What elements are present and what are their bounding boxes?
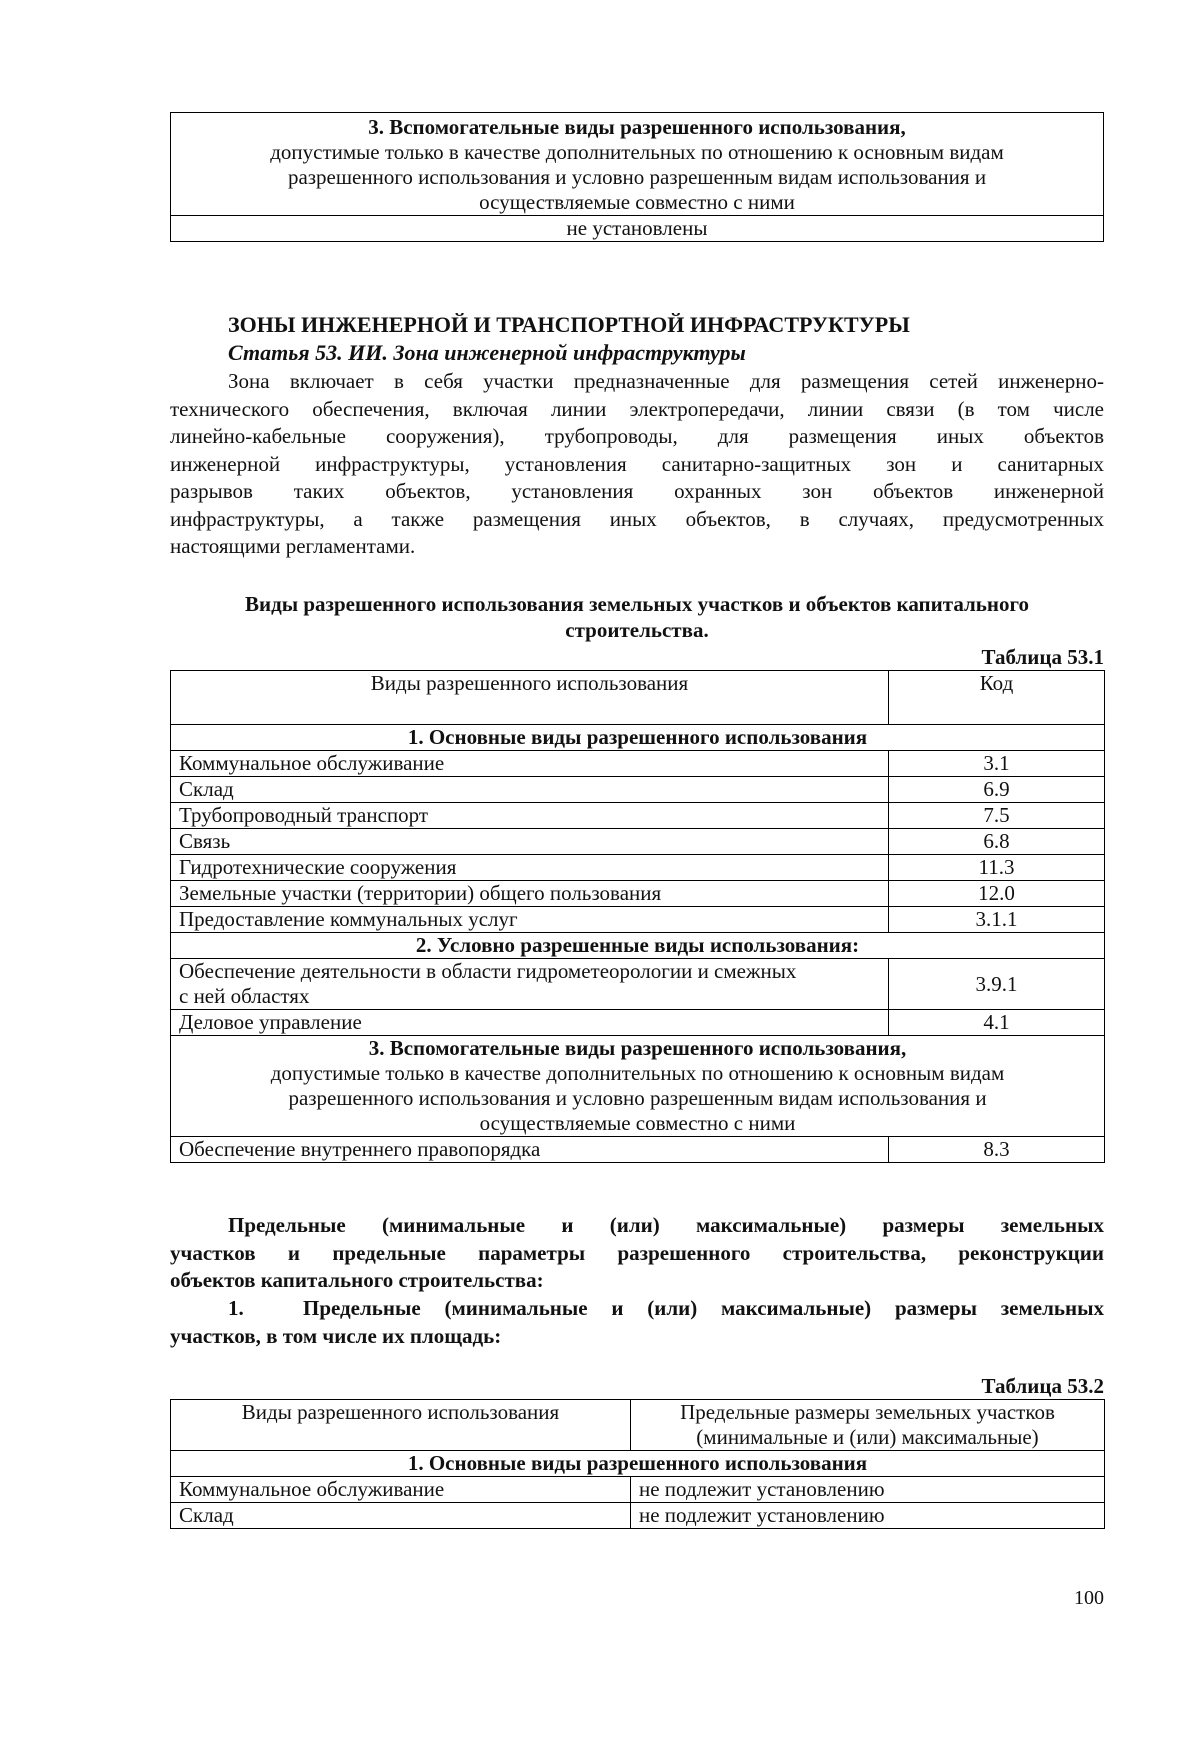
paragraph-line: настоящими регламентами. — [170, 534, 416, 558]
limits-heading-line: участков и предельные параметры разрешенного строительства, реконструкции — [170, 1240, 1104, 1265]
table-row — [171, 959, 1105, 1010]
table-row — [171, 803, 1105, 829]
top-table-header-line: допустимые только в качестве дополнительных по отношению к основным видам — [270, 140, 1004, 164]
table-row — [171, 829, 1105, 855]
use-code: 6.9 — [889, 777, 1105, 803]
table-53-1-section-3 — [171, 1036, 1105, 1137]
use-name: Склад — [171, 777, 889, 803]
paragraph-line: Зона включает в себя участки предназначенные для размещения сетей инженерно- — [228, 369, 1104, 393]
types-heading-line: Виды разрешенного использования земельных участков и объектов капитального — [244, 592, 1030, 616]
table-row — [171, 1137, 1105, 1163]
use-code: 12.0 — [889, 881, 1105, 907]
limits-heading-line: Предельные (минимальные и (или) максимальные) размеры земельных — [228, 1213, 1104, 1237]
item-1-line: Предельные (минимальные и (или) максимальные) размеры земельных — [303, 1296, 1104, 1320]
use-code: 3.1.1 — [889, 907, 1105, 933]
use-name: Коммунальное обслуживание — [171, 751, 889, 777]
use-code: 11.3 — [889, 855, 1105, 881]
use-name: Обеспечение внутреннего правопорядка — [171, 1137, 889, 1163]
section-3-title: 3. Вспомогательные виды разрешенного использования, — [368, 1036, 907, 1060]
section-3-line: допустимые только в качестве дополнительных по отношению к основным видам — [270, 1061, 1005, 1085]
use-name: Предоставление коммунальных услуг — [171, 907, 889, 933]
table-53-1-section-2: 2. Условно разрешенные виды использования: — [171, 933, 1105, 959]
paragraph-line: разрывов таких объектов, установления охранных зон объектов инженерной — [170, 479, 1104, 503]
top-table — [170, 112, 1104, 242]
table-53-1-col2-header: Код — [889, 671, 1105, 725]
table-row — [171, 1503, 1105, 1529]
table-row — [171, 777, 1105, 803]
article-title: Статья 53. ИИ. Зона инженерной инфраструктуры — [228, 340, 746, 365]
use-name: Трубопроводный транспорт — [171, 803, 889, 829]
table-53-1-section-1: 1. Основные виды разрешенного использования — [171, 725, 1105, 751]
use-name: Земельные участки (территории) общего пользования — [171, 881, 889, 907]
use-name: Коммунальное обслуживание — [171, 1477, 631, 1503]
types-heading-line: строительства. — [565, 618, 709, 642]
table-row — [171, 881, 1105, 907]
item-1-line: участков, в том числе их площадь: — [170, 1323, 502, 1348]
table-row — [171, 855, 1105, 881]
table-53-1-name: Таблица 53.1 — [981, 645, 1104, 669]
limit-value: не подлежит установлению — [631, 1477, 1105, 1503]
table-53-1-col1-header: Виды разрешенного использования — [171, 671, 889, 725]
table-53-2-col1-header: Виды разрешенного использования — [171, 1400, 631, 1451]
use-name: Гидротехнические сооружения — [171, 855, 889, 881]
use-code: 7.5 — [889, 803, 1105, 829]
table-53-2-col2-header — [631, 1400, 1105, 1451]
table-53-2 — [170, 1399, 1105, 1529]
use-name-line: с ней областях — [179, 984, 310, 1008]
use-name — [171, 959, 889, 1010]
paragraph-line: технического обеспечения, включая линии электропередачи, линии связи (в том числе — [170, 396, 1104, 421]
use-name-line: Обеспечение деятельности в области гидрометеорологии и смежных — [179, 959, 797, 983]
table-row — [171, 1477, 1105, 1503]
paragraph-line: инженерной инфраструктуры, установления санитарно-защитных зон и санитарных — [170, 451, 1104, 476]
paragraph-line: инфраструктуры, а также размещения иных объектов, в случаях, предусмотренных — [170, 506, 1104, 531]
paragraph-line: линейно-кабельные сооружения), трубопроводы, для размещения иных объектов — [170, 424, 1104, 448]
types-heading — [170, 591, 1104, 643]
use-code: 3.1 — [889, 751, 1105, 777]
use-name: Деловое управление — [171, 1010, 889, 1036]
col2-header-line: Предельные размеры земельных участков — [680, 1400, 1055, 1424]
table-row — [171, 1010, 1105, 1036]
section-3-line: осуществляемые совместно с ними — [479, 1111, 796, 1135]
use-code: 3.9.1 — [889, 959, 1105, 1010]
limits-heading — [170, 1212, 1104, 1295]
table-53-2-section-1: 1. Основные виды разрешенного использования — [171, 1451, 1105, 1477]
use-code: 4.1 — [889, 1010, 1105, 1036]
table-row — [171, 907, 1105, 933]
item-1 — [170, 1295, 1104, 1350]
section-title: ЗОНЫ ИНЖЕНЕРНОЙ И ТРАНСПОРТНОЙ ИНФРАСТРУКТУРЫ — [228, 312, 910, 337]
section-3-line: разрешенного использования и условно разрешенным видам использования и — [288, 1086, 987, 1110]
zone-description — [170, 368, 1104, 561]
top-table-header — [171, 113, 1104, 216]
table-53-1 — [170, 670, 1105, 1163]
table-row — [171, 751, 1105, 777]
top-table-value: не установлены — [171, 216, 1104, 242]
col2-header-line: (минимальные и (или) максимальные) — [696, 1425, 1039, 1449]
page-number: 100 — [1074, 1587, 1104, 1609]
use-name: Связь — [171, 829, 889, 855]
table-53-2-name: Таблица 53.2 — [981, 1374, 1104, 1398]
use-code: 8.3 — [889, 1137, 1105, 1163]
use-code: 6.8 — [889, 829, 1105, 855]
use-name: Склад — [171, 1503, 631, 1529]
limit-value: не подлежит установлению — [631, 1503, 1105, 1529]
top-table-header-line: осуществляемые совместно с ними — [479, 190, 795, 214]
item-1-number: 1. — [228, 1296, 244, 1320]
limits-heading-line: объектов капитального строительства: — [170, 1268, 544, 1292]
item-1-first-line — [170, 1295, 1104, 1323]
top-table-header-title: 3. Вспомогательные виды разрешенного использования, — [368, 115, 906, 139]
top-table-header-line: разрешенного использования и условно разрешенным видам использования и — [287, 165, 987, 189]
